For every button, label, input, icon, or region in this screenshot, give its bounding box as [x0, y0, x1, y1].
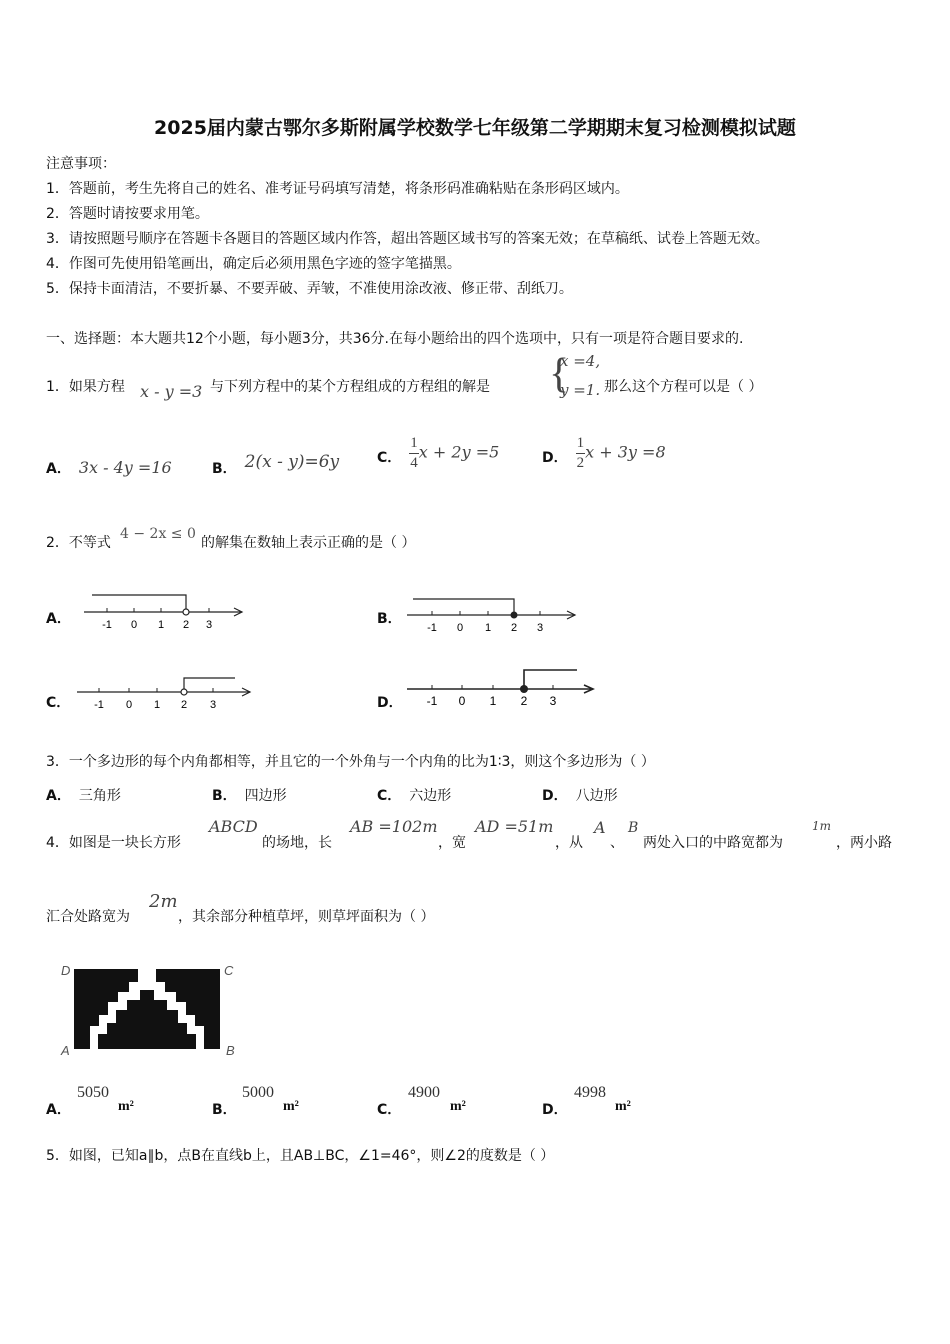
option-expr: 2(x - y)=6y [244, 452, 340, 472]
option-label: A． [46, 611, 71, 627]
q3-option-d[interactable] [542, 785, 618, 805]
tick-label: 3 [209, 699, 217, 711]
q4-text-8: 汇合处路宽为 [46, 909, 130, 925]
notice-item: 2．答题时请按要求用笔。 [46, 206, 209, 222]
number-line-b [405, 592, 580, 638]
tick-label: 3 [205, 619, 213, 631]
option-unit: m² [283, 1099, 299, 1114]
q3-option-c[interactable] [377, 785, 451, 805]
tick-label: -1 [102, 619, 112, 631]
option-label: C． [377, 449, 402, 466]
tick-label: -1 [427, 622, 437, 634]
tick-label: 1 [153, 699, 161, 711]
q4-text-1: 如图是一块长方形 [68, 835, 181, 851]
option-label: A． [46, 461, 71, 477]
question-2-stem [46, 532, 111, 552]
fraction-numerator: 1 [409, 434, 419, 454]
tick-label: 0 [458, 694, 466, 708]
q4-option-c[interactable] [377, 1099, 409, 1119]
fraction [409, 434, 419, 473]
notice-item: 4．作图可先使用铅笔画出，确定后必须用黑色字迹的签字笔描黑。 [46, 256, 461, 272]
q4-text-4: ，从 [555, 835, 583, 851]
q1-text-post: 那么这个方程可以是（ ） [604, 379, 763, 395]
question-1-stem [46, 376, 125, 396]
fraction-denominator: 2 [576, 455, 585, 471]
option-label: D． [542, 788, 568, 804]
q1-option-c[interactable] [377, 434, 499, 473]
q4-point-a: A [594, 818, 606, 837]
q1-option-a[interactable] [46, 458, 172, 478]
tick-label: 0 [456, 622, 464, 634]
question-5-stem [46, 1145, 554, 1165]
q4-length: AB =102m [350, 817, 438, 836]
q2-option-c[interactable] [46, 692, 78, 712]
q1-text-pre: 如果方程 [68, 379, 125, 395]
field-diagram [58, 960, 248, 1060]
corner-label-c: C [224, 963, 234, 978]
option-label: B． [377, 611, 402, 627]
q4-width: AD =51m [475, 817, 554, 836]
option-label: A． [46, 788, 71, 804]
option-expr: x + 2y =5 [418, 442, 500, 462]
q4-option-d[interactable] [542, 1099, 576, 1119]
option-label: B． [212, 461, 237, 477]
tick-label: -1 [426, 694, 438, 708]
q4-junction-width: 2m [149, 891, 178, 912]
q4-option-b[interactable] [212, 1099, 245, 1119]
q4-text-6: 两处入口的中路宽都为 [643, 835, 783, 851]
notice-item: 1．答题前，考生先将自己的姓名、准考证号码填写清楚，将条形码准确粘贴在条形码区域内。 [46, 181, 629, 197]
option-value: 4900 [408, 1084, 440, 1101]
option-label: A． [46, 1102, 71, 1118]
fraction-denominator: 4 [410, 455, 418, 471]
tick-label: 1 [484, 622, 492, 634]
q5-text: 如图，已知a∥b，点B在直线b上，且AB⊥BC，∠1=46°，则∠2的度数是（ ） [68, 1148, 555, 1164]
number-line-c [75, 672, 255, 718]
question-number: 4． [46, 835, 69, 851]
q2-inequality: 4 − 2x ≤ 0 [120, 526, 196, 542]
option-expr: x + 3y =8 [585, 442, 666, 462]
corner-label-d: D [61, 963, 71, 978]
q1-equation: x - y =3 [140, 382, 203, 401]
q4-text-9: ，其余部分种植草坪，则草坪面积为（ ） [178, 909, 435, 925]
tick-label: 2 [180, 699, 188, 711]
option-expr: 3x - 4y =16 [78, 458, 172, 477]
tick-label: 0 [125, 699, 133, 711]
question-3-stem [46, 751, 655, 771]
q1-text-mid: 与下列方程中的某个方程组成的方程组的解是 [210, 379, 490, 395]
q2-text-pre: 不等式 [68, 535, 111, 551]
number-line-d [405, 665, 600, 711]
question-number: 3． [46, 754, 69, 770]
tick-label: -1 [94, 699, 104, 711]
option-text: 三角形 [78, 788, 121, 804]
tick-label: 1 [157, 619, 165, 631]
option-text: 八边形 [575, 788, 618, 804]
tick-label: 2 [520, 694, 528, 708]
page-title: 2025届内蒙古鄂尔多斯附属学校数学七年级第二学期期末复习检测模拟试题 [154, 117, 796, 139]
tick-label: 2 [182, 619, 190, 631]
q3-text: 一个多边形的每个内角都相等，并且它的一个外角与一个内角的比为1∶3，则这个多边形为（ ） [68, 754, 655, 770]
option-label: B． [212, 1102, 237, 1118]
tick-label: 3 [536, 622, 544, 634]
q1-system-line-1: x =4, [560, 352, 601, 370]
corner-label-b: B [226, 1043, 235, 1058]
question-number: 2． [46, 535, 69, 551]
option-label: D． [542, 449, 568, 466]
q4-text-7: ，两小路 [836, 835, 892, 851]
tick-label: 2 [510, 622, 518, 634]
option-unit: m² [118, 1099, 134, 1114]
notice-item: 3．请按照题号顺序在答题卡各题目的答题区域内作答，超出答题区域书写的答案无效；在草稿纸、试卷上答题无效。 [46, 231, 769, 247]
option-label: C． [377, 788, 402, 804]
option-value: 4998 [574, 1084, 606, 1101]
tick-label: 1 [489, 694, 497, 708]
q3-option-b[interactable] [212, 785, 287, 805]
section-heading: 一、选择题：本大题共12个小题，每小题3分，共36分.在每小题给出的四个选项中，只有一项是符合题目要求的. [46, 331, 744, 347]
corner-label-a: A [61, 1043, 70, 1058]
q4-text-3: ，宽 [438, 835, 466, 851]
q1-system-line-2: y =1. [560, 381, 601, 399]
question-4-stem [46, 832, 181, 852]
tick-label: 3 [549, 694, 557, 708]
question-number: 1． [46, 379, 69, 395]
q3-option-a[interactable] [46, 785, 121, 805]
option-label: D． [542, 1102, 568, 1118]
number-line-a [82, 588, 252, 634]
q2-text-post: 的解集在数轴上表示正确的是（ ） [201, 535, 416, 551]
question-number: 5． [46, 1148, 69, 1164]
q4-option-a[interactable] [46, 1099, 79, 1119]
option-text: 六边形 [409, 788, 452, 804]
option-label: C． [377, 1102, 402, 1118]
q4-text-5: 、 [610, 835, 624, 851]
option-label: D． [377, 695, 403, 711]
notice-heading: 注意事项： [46, 156, 116, 172]
option-label: B． [212, 788, 237, 804]
notice-item: 5．保持卡面清洁，不要折暴、不要弄破、弄皱，不准使用涂改液、修正带、刮纸刀。 [46, 281, 573, 297]
q1-option-b[interactable] [212, 452, 340, 477]
q4-text-2: 的场地，长 [262, 835, 332, 851]
fraction-numerator: 1 [576, 434, 586, 454]
option-unit: m² [615, 1099, 631, 1114]
option-value: 5050 [77, 1084, 109, 1101]
option-label: C． [46, 695, 71, 711]
tick-label: 0 [130, 619, 138, 631]
q1-option-d[interactable] [542, 434, 666, 473]
option-value: 5000 [242, 1084, 274, 1101]
brace-icon: { [549, 351, 570, 397]
fraction [576, 434, 586, 473]
option-text: 四边形 [244, 788, 287, 804]
q2-option-a[interactable] [46, 608, 79, 628]
q4-path-width: 1m [812, 819, 832, 833]
q4-rect-name: ABCD [209, 817, 258, 836]
option-unit: m² [450, 1099, 466, 1114]
q4-point-b: B [628, 820, 639, 836]
